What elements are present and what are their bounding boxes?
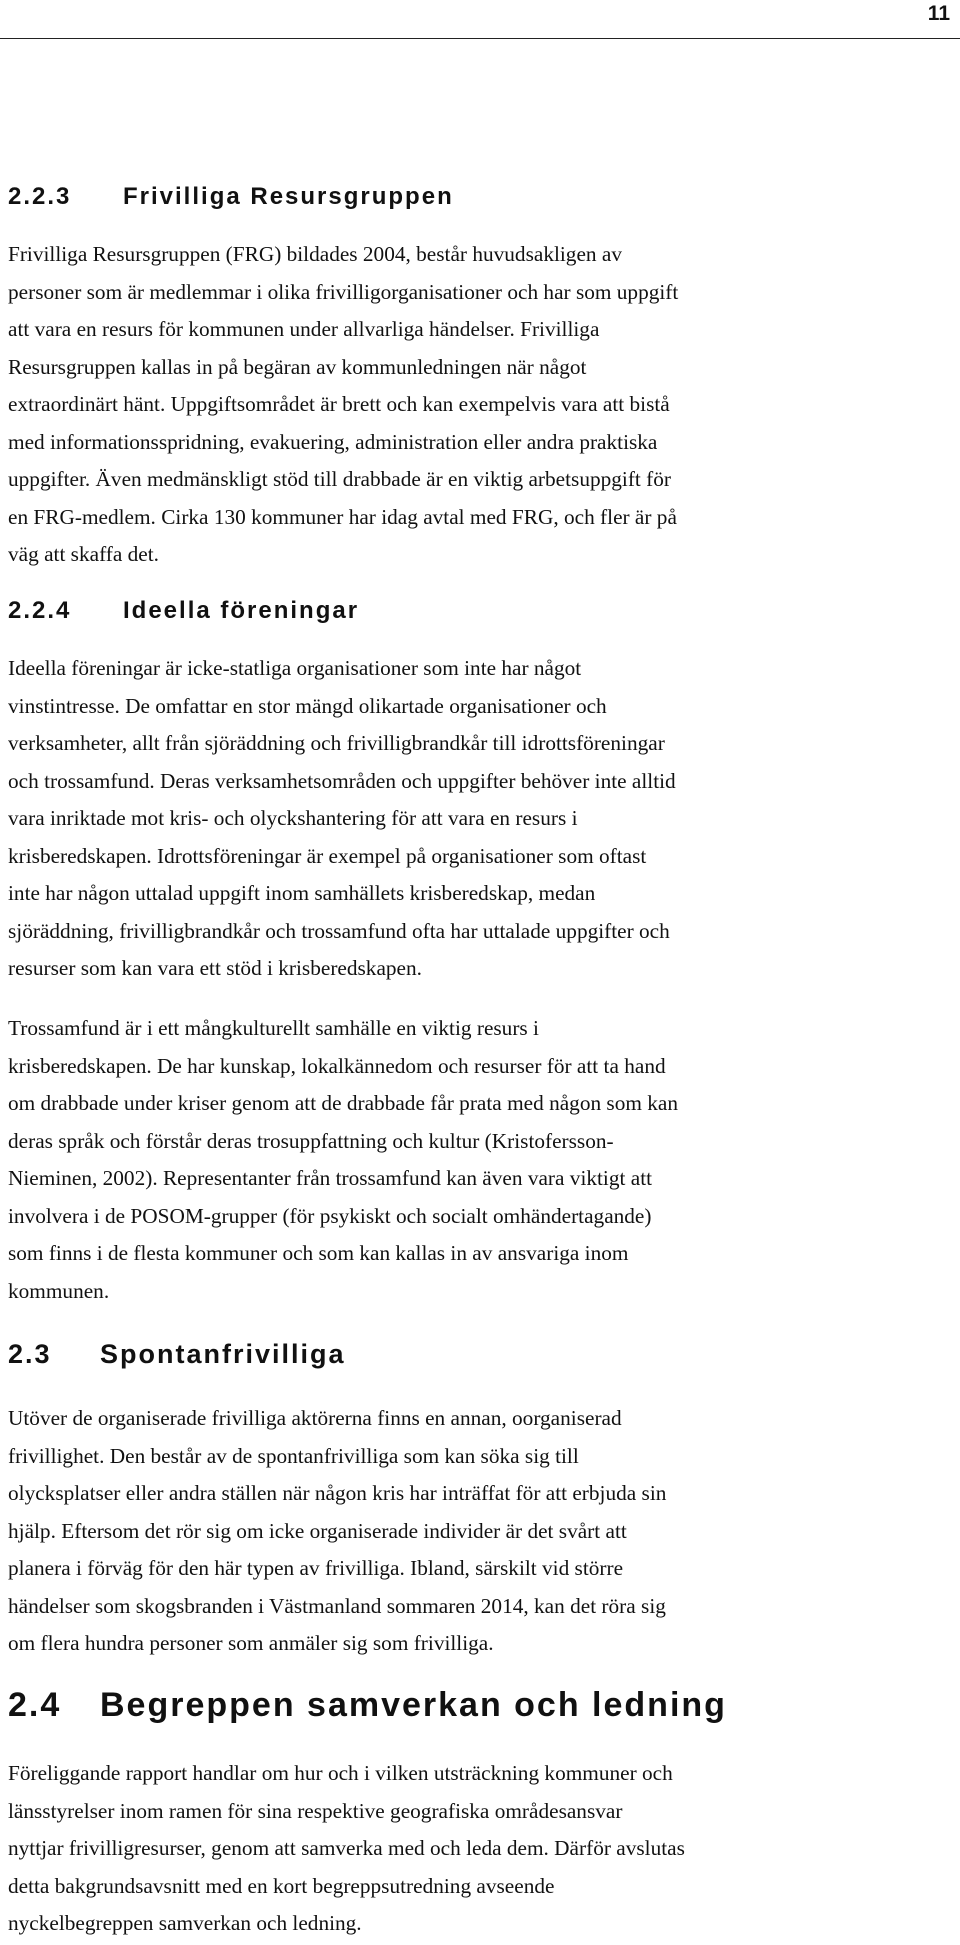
section-number: 2.2.3 [8,183,72,210]
paragraph-ideella-foreningar: Ideella föreningar är icke-statliga organisationer som inte har något vinstintresse. De omfattar en stor mängd olikartade organisationer och verksamheter, allt från sjöräddning och frivilligbrandkår till idrottsföreningar och trossamfund. Deras verksamhetsområden och uppgifter behöver inte alltid vara inriktade mot kris- och olyckshantering för att vara en resurs i krisberedskapen. Idrottsföreningar är exempel på organisationer som oftast inte har någon uttalad uppgift inom samhällets krisberedskap, medan sjöräddning, frivilligbrandkår och trossamfund ofta har uttalade uppgifter och resurser som kan vara ett stöd i krisberedskapen. [8,656,676,980]
section-number: 2.4 [8,1686,62,1724]
section-number: 2.2.4 [8,597,72,624]
paragraph-spontanfrivilliga: Utöver de organiserade frivilliga aktörerna finns en annan, oorganiserad frivillighet. Den består av de spontanfrivilliga som kan söka sig till olycksplatser eller andra ställen när någon kris har inträffat för att erbjuda sin hjälp. Eftersom det rör sig om icke organiserade individer är det svårt att planera i förväg för den här typen av frivilliga. Ibland, särskilt vid större händelser som skogsbranden i Västmanland sommaren 2014, kan det röra sig om flera hundra personer som anmäler sig som frivilliga. [8,1406,667,1655]
header-rule [0,38,960,39]
section-heading-2-4 [8,1686,727,1725]
paragraph-begreppen: Föreliggande rapport handlar om hur och i vilken utsträckning kommuner och länsstyrelser inom ramen för sina respektive geografiska områdesansvar nyttjar frivilligresurser, genom att samverka med och leda dem. Därför avslutas detta bakgrundsavsnitt med en kort begreppsutredning avseende nyckelbegreppen samverkan och ledning. [8,1761,685,1935]
paragraph-frg: Frivilliga Resursgruppen (FRG) bildades 2004, består huvudsakligen av personer som är medlemmar i olika frivilligorganisationer och har som uppgift att vara en resurs för kommunen under allvarliga händelser. Frivilliga Resursgruppen kallas in på begäran av kommunledningen när något extraordinärt hänt. Uppgiftsområdet är brett och kan exempelvis vara att bistå med informationsspridning, evakuering, administration eller andra praktiska uppgifter. Även medmänskligt stöd till drabbade är en viktig arbetsuppgift för en FRG-medlem. Cirka 130 kommuner har idag avtal med FRG, och fler är på väg att skaffa det. [8,242,679,566]
section-title: Ideella föreningar [123,597,360,624]
section-heading-2-3 [8,1339,346,1370]
paragraph-trossamfund: Trossamfund är i ett mångkulturellt samhälle en viktig resurs i krisberedskapen. De har kunskap, lokalkännedom och resurser för att ta hand om drabbade under kriser genom att de drabbade får prata med någon som kan deras språk och förstår deras trosuppfattning och kultur (Kristofersson- Nieminen, 2002). Representanter från trossamfund kan även vara viktigt att involvera i de POSOM-grupper (för psykiskt och socialt omhändertagande) som finns i de flesta kommuner och som kan kallas in av ansvariga inom kommunen. [8,1016,679,1303]
section-heading-2-2-3 [8,183,454,211]
section-title: Begreppen samverkan och ledning [100,1686,727,1724]
section-heading-2-2-4 [8,597,359,625]
page-number: 11 [927,2,950,25]
section-title: Spontanfrivilliga [100,1339,346,1369]
section-title: Frivilliga Resursgruppen [123,183,454,210]
section-number: 2.3 [8,1339,52,1369]
